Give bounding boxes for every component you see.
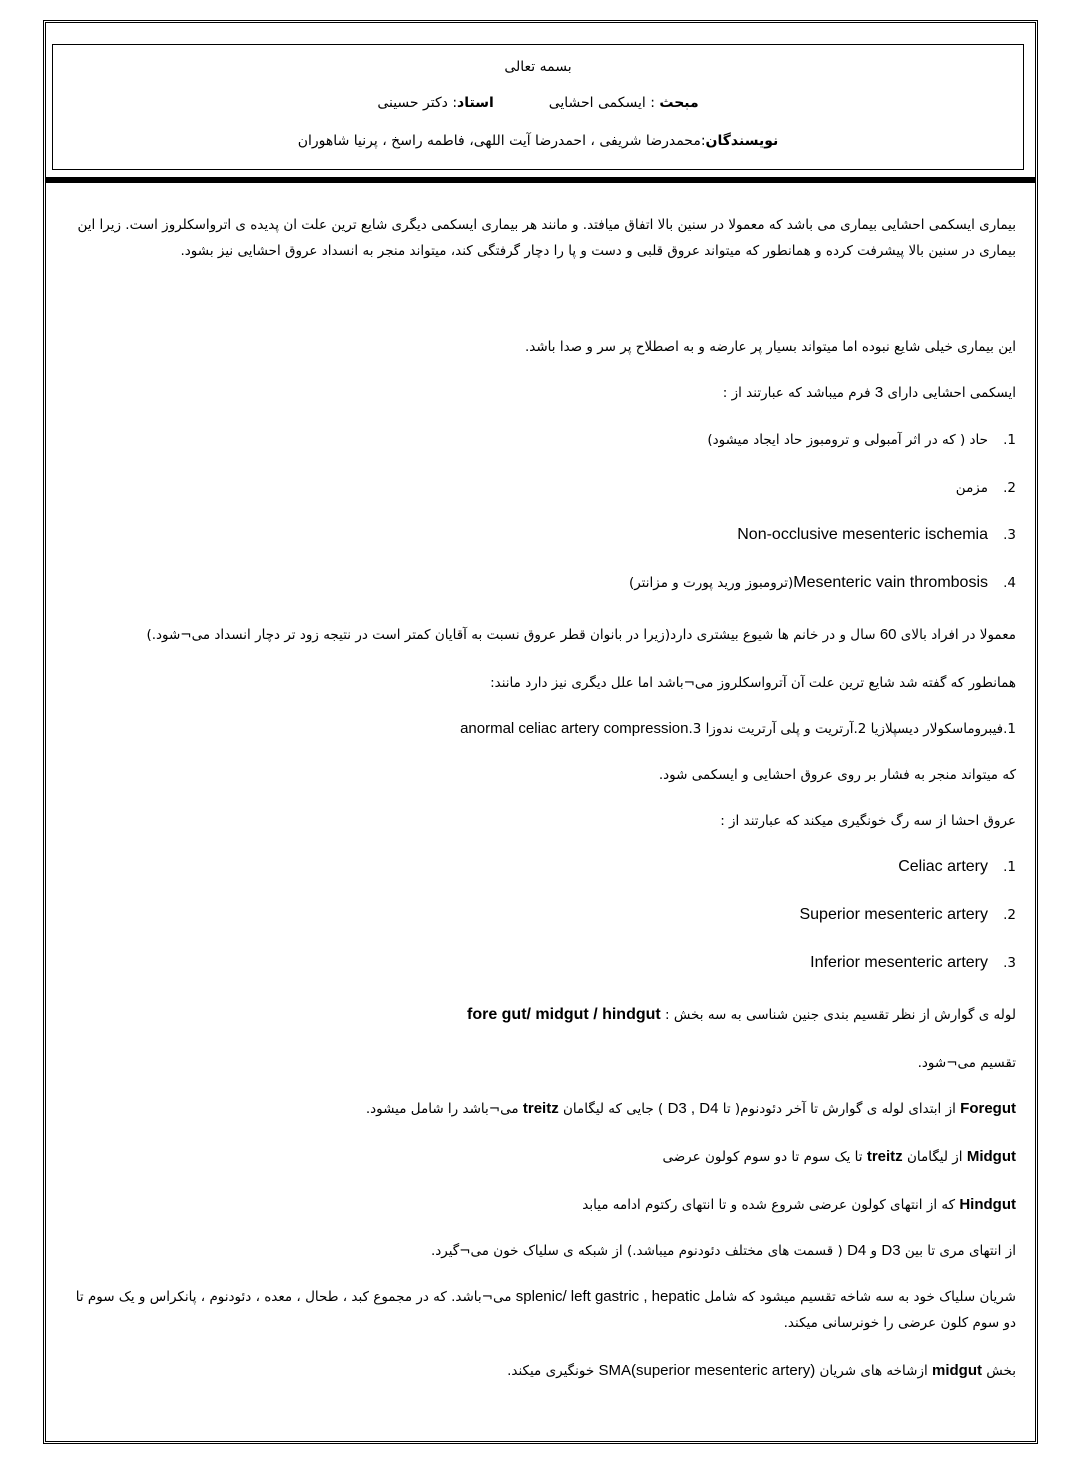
paragraph-intro: بیماری ایسکمی احشایی بیماری می باشد که معمولا در سنین بالا اتفاق میافتد. و مانند هر بیماری ایسکمی دیگری شایع ترین علت ان پدیده ی اترواسکلروز است. زیرا این بیماری در سنین بالا پیشرفت کرده و همانطور که میتواند عروق قلبی و دست و پا را دچار گرفتگی کند، میتواند منجر به انسداد عروق احشایی نیز بشود. — [77, 217, 1016, 259]
paragraph-causes: همانطور که گفته شد شایع ترین علت آن آترواسکلروز می¬باشد اما علل دیگری نیز دارد مانند: — [490, 675, 1016, 691]
header-box — [52, 44, 1024, 170]
topic-professor-line — [53, 95, 1023, 111]
authors-label: نویسندگان — [705, 133, 779, 149]
paragraph-celiac-supply: از انتهای مری تا بین D3 و D4 ( قسمت های مختلف دئودنوم میباشد.) از شبکه ی سلیاک خون می¬گیرد. — [430, 1242, 1016, 1259]
paragraph-celiac-branches: شریان سلیاک خود به سه شاخه تقسیم میشود که شامل splenic/ left gastric , hepatic می¬باشد. که در مجموع کبد ، طحال ، معده ، دئودنوم ، پانکراس و یک سوم تا دو سوم کلون عرضی را خونرسانی میکند. — [75, 1288, 1016, 1331]
authors-line — [53, 133, 1023, 149]
professor-value: : دکتر حسینی — [377, 95, 458, 111]
list-item: 1. Celiac artery — [898, 858, 1016, 875]
paragraph-midgut: Midgut از لیگامان treitz تا یک سوم تا دو سوم کولون عرضی — [662, 1148, 1016, 1165]
authors-value: :محمدرضا شریفی ، احمدرضا آیت اللهی، فاطمه راسخ ، پرنیا شاهوران — [297, 133, 706, 149]
header-rule — [46, 177, 1035, 183]
basmala: بسمه تعالی — [504, 59, 572, 75]
list-item: 3. Non-occlusive mesenteric ischemia — [737, 526, 1016, 543]
paragraph-prevalence: این بیماری خیلی شایع نبوده اما میتواند بسیار پر عارضه و به اصطلاح پر سر و صدا باشد. — [524, 339, 1016, 355]
paragraph-age: معمولا در افراد بالای 60 سال و در خانم ها شیوع بیشتری دارد(زیرا در بانوان قطر عروق نسبت به آقایان کمتر است در نتیجه زود تر دچار انسداد می¬شود.) — [146, 626, 1016, 643]
paragraph-forms-intro: ایسکمی احشایی دارای 3 فرم میباشد که عبارتند از : — [722, 384, 1016, 401]
topic-value: : ایسکمی احشایی — [548, 95, 660, 111]
list-item: 3. Inferior mesenteric artery — [810, 954, 1016, 971]
list-item: 4. Mesenteric vain thrombosis (ترومبوز ورید پورت و مزانتر) — [628, 574, 1016, 591]
paragraph-divided: تقسیم می¬شود. — [917, 1055, 1016, 1071]
paragraph-vessels: عروق احشا از سه رگ خونگیری میکند که عبارتند از : — [720, 813, 1016, 829]
list-item: 2. مزمن — [955, 480, 1016, 496]
list-item: 1. حاد ( که در اثر آمبولی و ترومبوز حاد ایجاد میشود) — [707, 432, 1016, 448]
paragraph-pressure: که میتواند منجر به فشار بر روی عروق احشایی و ایسکمی شود. — [658, 767, 1016, 783]
list-item: 2. Superior mesenteric artery — [799, 906, 1016, 923]
professor-label: استاد — [457, 95, 494, 111]
paragraph-midgut-supply: بخش midgut ازشاخه های شریان SMA(superior mesenteric artery) خونگیری میکند. — [507, 1362, 1016, 1379]
paragraph-gut-divisions: لوله ی گوارش از نظر تقسیم بندی جنین شناسی به سه بخش : fore gut/ midgut / hindgut — [466, 1006, 1016, 1023]
forms-count: 3 — [874, 384, 884, 401]
paragraph-causes-list: 1.فیبروماسکولار دیسپلازیا 2.آرتریت و پلی آرتریت ندوزا 3.anormal celiac artery compression — [460, 720, 1016, 737]
paragraph-hindgut: Hindgut که از انتهای کولون عرضی شروع شده و تا انتهای رکتوم ادامه میابد — [582, 1196, 1016, 1213]
topic-label: مبحث — [659, 95, 699, 111]
paragraph-foregut: Foregut از ابتدای لوله ی گوارش تا آخر دئودنوم( تا D3 , D4 ) جایی که لیگامان treitz می¬باشد را شامل میشود. — [365, 1100, 1016, 1117]
